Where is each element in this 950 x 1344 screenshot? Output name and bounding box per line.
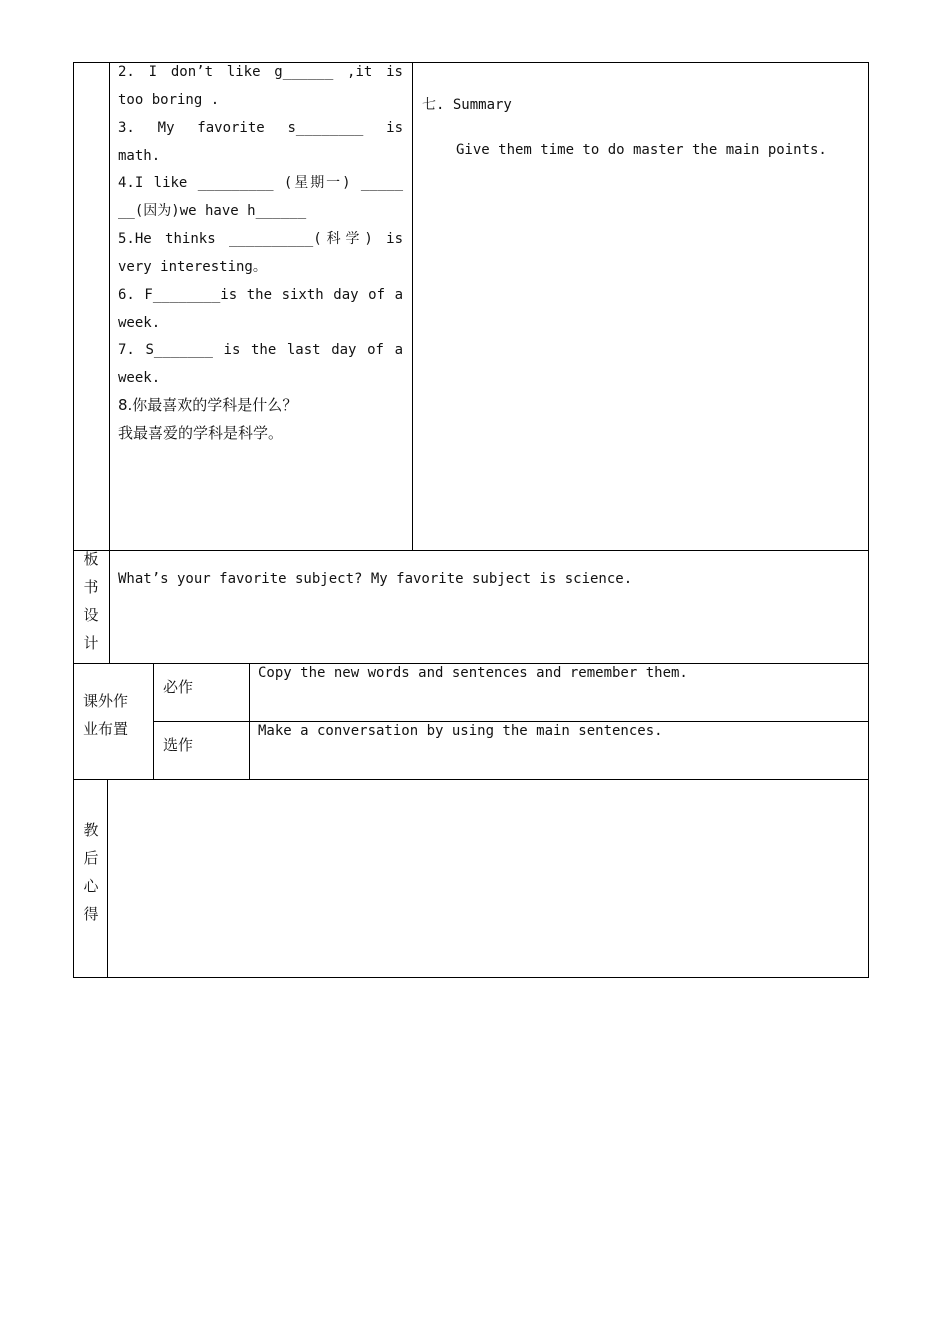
- table-bottom-border: [73, 977, 869, 978]
- exercise-3-line1: 3. My favorite s________ is: [118, 120, 403, 136]
- exercise-2-line1: 2. I don’t like g______ ,it is: [118, 64, 403, 80]
- required-text: Copy the new words and sentences and remember them.: [258, 665, 688, 681]
- required-label: 必作: [163, 678, 194, 696]
- homework-label-line2: 业布置: [83, 720, 129, 738]
- col-divider-homework-2: [249, 663, 250, 779]
- optional-text: Make a conversation by using the main sentences.: [258, 723, 663, 739]
- exercise-6-line1: 6. F________is the sixth day of a: [118, 287, 403, 303]
- col-divider-top: [109, 62, 110, 663]
- exercise-3-line2: math.: [118, 148, 161, 164]
- exercise-8-answer: 我最喜爱的学科是科学。: [118, 424, 284, 442]
- board-label-char: 书: [83, 578, 99, 596]
- summary-text: Give them time to do master the main points.: [456, 142, 827, 158]
- reflection-label-char: 后: [83, 849, 99, 867]
- row-divider-board: [73, 550, 869, 551]
- board-label-char: 计: [83, 634, 99, 652]
- exercise-7-line1: 7. S_______ is the last day of a: [118, 342, 403, 358]
- exercise-4-line1: 4.I like _________ (星期一) _____: [118, 175, 403, 191]
- exercise-6-line2: week.: [118, 315, 161, 331]
- summary-heading: 七. Summary: [422, 97, 512, 113]
- optional-label: 选作: [163, 736, 194, 754]
- col-divider-homework-1: [153, 663, 154, 779]
- col-divider-exercise-summary: [412, 62, 413, 550]
- reflection-content-area: [108, 780, 868, 977]
- board-label: [81, 545, 101, 657]
- table-left-border: [73, 62, 74, 978]
- exercise-8-question: 8.你最喜欢的学科是什么？: [118, 396, 298, 414]
- exercise-7-line2: week.: [118, 370, 161, 386]
- reflection-label-char: 心: [83, 877, 99, 895]
- board-label-char: 设: [83, 606, 99, 624]
- reflection-label-char: 得: [83, 905, 99, 923]
- exercise-5-line2: very interesting。: [118, 259, 267, 275]
- exercise-5-line1: 5.He thinks __________(科学) is: [118, 231, 403, 247]
- table-right-border: [868, 62, 869, 978]
- exercise-4-line2: __(因为)we have h______: [118, 203, 307, 219]
- homework-label-line1: 课外作: [83, 692, 129, 710]
- board-content: What’s your favorite subject? My favorite subject is science.: [118, 571, 633, 587]
- reflection-label-char: 教: [83, 821, 99, 839]
- board-label-char: 板: [83, 550, 99, 568]
- exercise-2-line2: too boring .: [118, 92, 220, 108]
- reflection-label: [81, 816, 101, 928]
